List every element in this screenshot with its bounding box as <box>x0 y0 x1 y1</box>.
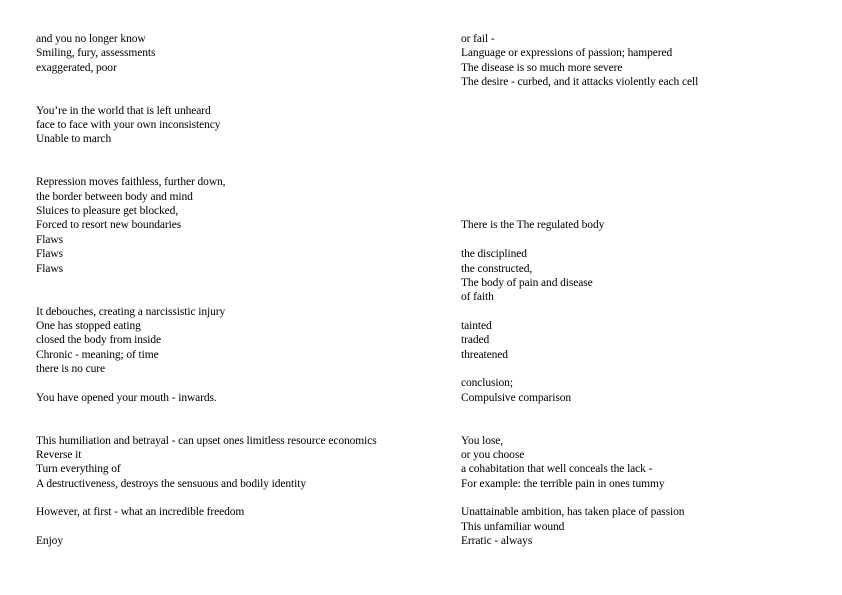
blank-line <box>36 419 436 433</box>
poem-line: This unfamiliar wound <box>461 520 565 533</box>
blank-line <box>36 520 436 534</box>
poem-line: However, at first - what an incredible freedom <box>36 506 245 519</box>
blank-line <box>461 89 831 103</box>
poem-line: closed the body from inside <box>36 334 162 347</box>
poem-line: It debouches, creating a narcissistic injury <box>36 305 226 318</box>
poem-line: Flaws <box>36 248 63 261</box>
blank-line <box>461 305 831 319</box>
blank-line <box>461 147 831 161</box>
blank-line <box>461 233 831 247</box>
blank-line <box>36 376 436 390</box>
blank-line <box>36 276 436 290</box>
poem-line: You lose, <box>461 434 504 447</box>
poem-line: Flaws <box>36 233 63 246</box>
poem-line: Sluices to pleasure get blocked, <box>36 205 179 218</box>
poem-column-left <box>36 32 436 548</box>
poem-line: of faith <box>461 291 494 304</box>
blank-line <box>36 290 436 304</box>
blank-line <box>461 118 831 132</box>
poem-line: Forced to resort new boundaries <box>36 219 182 232</box>
blank-line <box>461 104 831 118</box>
poem-line: Compulsive comparison <box>461 391 572 404</box>
poem-line: Enjoy <box>36 535 63 548</box>
poem-line: a cohabitation that well conceals the lack - <box>461 463 653 476</box>
poem-line: Turn everything of <box>36 463 121 476</box>
poem-line: The body of pain and disease <box>461 276 593 289</box>
poem-line: the disciplined <box>461 248 527 261</box>
poem-line: the border between body and mind <box>36 190 193 203</box>
poem-column-right <box>461 32 831 548</box>
blank-line <box>461 362 831 376</box>
poem-line: Chronic - meaning; of time <box>36 348 159 361</box>
blank-line <box>461 175 831 189</box>
poem-line: Language or expressions of passion; hampered <box>461 47 673 60</box>
poem-line: Erratic - always <box>461 535 533 548</box>
blank-line <box>36 405 436 419</box>
poem-line: Unattainable ambition, has taken place of passion <box>461 506 685 519</box>
blank-line <box>36 147 436 161</box>
blank-line <box>461 190 831 204</box>
poem-line: One has stopped eating <box>36 319 141 332</box>
blank-line <box>36 161 436 175</box>
poem-line: there is no cure <box>36 362 105 375</box>
poem-line: and you no longer know <box>36 33 146 45</box>
blank-line <box>36 75 436 89</box>
poem-line: the constructed, <box>461 262 533 275</box>
poem-line: Unable to march <box>36 133 112 146</box>
blank-line <box>36 491 436 505</box>
poem-line: conclusion; <box>461 377 513 390</box>
blank-line <box>461 161 831 175</box>
poem-line: The desire - curbed, and it attacks violently each cell <box>461 76 699 89</box>
blank-line <box>461 419 831 433</box>
blank-line <box>461 405 831 419</box>
poem-line: Reverse it <box>36 448 82 461</box>
blank-line <box>36 89 436 103</box>
poem-line: Repression moves faithless, further down, <box>36 176 226 189</box>
poem-line: Smiling, fury, assessments <box>36 47 156 60</box>
poem-line: or fail - <box>461 33 495 45</box>
poem-line: or you choose <box>461 448 525 461</box>
blank-line <box>461 204 831 218</box>
poem-line: This humiliation and betrayal - can upset ones limitless resource economics <box>36 434 377 447</box>
poem-line: There is the The regulated body <box>461 219 605 232</box>
poem-line: tainted <box>461 319 492 332</box>
blank-line <box>461 132 831 146</box>
poem-line: exaggerated, poor <box>36 61 117 74</box>
poem-line: traded <box>461 334 490 347</box>
poem-line: A destructiveness, destroys the sensuous and bodily identity <box>36 477 306 490</box>
poem-line: Flaws <box>36 262 63 275</box>
poem-line: threatened <box>461 348 508 361</box>
blank-line <box>461 491 831 505</box>
poem-line: For example: the terrible pain in ones tummy <box>461 477 665 490</box>
poem-line: The disease is so much more severe <box>461 61 623 74</box>
poem-line: face to face with your own inconsistency <box>36 119 221 132</box>
poem-line: You have opened your mouth - inwards. <box>36 391 217 404</box>
poem-line: You’re in the world that is left unheard <box>36 104 211 117</box>
